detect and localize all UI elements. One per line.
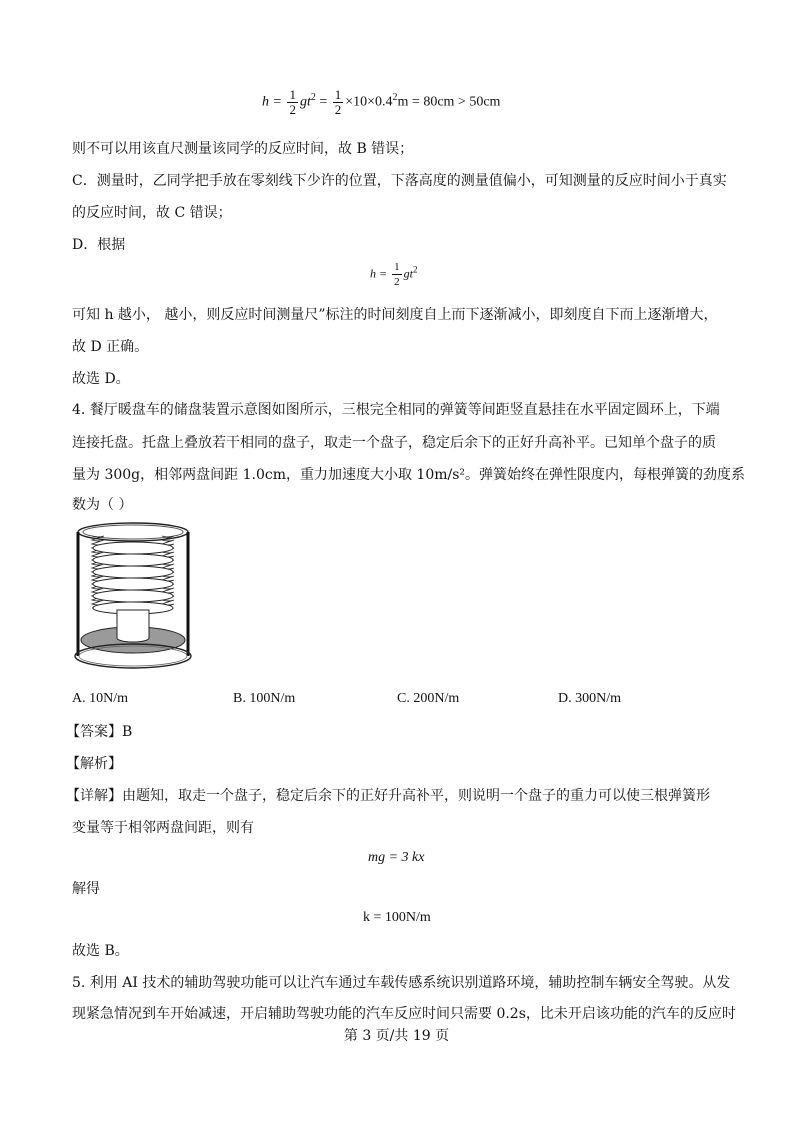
answer-label: 【答案】B	[66, 724, 133, 740]
equation-k: k = 100N/m	[363, 910, 431, 925]
page-footer: 第 3 页/共 19 页	[343, 1028, 450, 1044]
analysis-label: 【解析】	[66, 756, 122, 772]
question-4-line3: 量为 300g，相邻两盘间距 1.0cm，重力加速度大小取 10m/s²。弹簧始终在弹性限度内，每根弹簧的劲度系	[72, 467, 746, 483]
eq-lhs: h =	[262, 94, 282, 110]
paragraph-d-label: D．根据	[72, 237, 126, 253]
solve-label: 解得	[72, 881, 100, 897]
detail-line1: 【详解】由题知，取走一个盘子，稳定后余下的正好升高补平，则说明一个盘子的重力可以使三根弹簧形	[66, 788, 710, 804]
paragraph-c-line2: 的反应时间，故 C 错误；	[72, 205, 232, 221]
question-4-line4: 数为（ ）	[72, 497, 133, 513]
select-b: 故选 B。	[72, 943, 129, 959]
plate-warmer-figure	[70, 518, 196, 678]
paragraph-c-line1: C．测量时，乙同学把手放在零刻线下少许的位置，下落高度的测量值偏小，可知测量的反应时间小于真实	[72, 173, 727, 189]
paragraph-b-wrong: 则不可以用该直尺测量该同学的反应时间，故 B 错误；	[72, 141, 414, 157]
choice-b: B. 100N/m	[233, 691, 296, 706]
detail-line2: 变量等于相邻两盘间距，则有	[72, 820, 254, 836]
choice-a: A. 10N/m	[72, 691, 128, 706]
question-5-line2: 现紧急情况到车开始减速，开启辅助驾驶功能的汽车反应时间只需要 0.2s，比未开启该功能的汽车的反应时	[72, 1006, 736, 1022]
paragraph-d-line3: 故 D 正确。	[72, 339, 149, 355]
question-4-line2: 连接托盘。托盘上叠放若干相同的盘子，取走一个盘子，稳定后余下的正好升高补平。已知单个盘子的质	[72, 435, 716, 451]
select-d: 故选 D。	[72, 371, 130, 387]
paragraph-d-line2: 可知 h 越小， 越小，则反应时间测量尺”标注的时间刻度自上而下逐渐减小，即刻度自下而上逐渐增大，	[72, 307, 718, 323]
fraction-half-2: $\frac{1}{2}$	[334, 87, 342, 117]
fraction-half: $\frac{1}{2}$	[289, 87, 296, 117]
fraction-half-3: $\frac{1}{2}$	[394, 261, 400, 288]
question-4-line1: 4. 餐厅暖盘车的储盘装置示意图如图所示，三根完全相同的弹簧等间距竖直悬挂在水平固定圆环上，下端	[72, 402, 720, 418]
question-5-line1: 5. 利用 AI 技术的辅助驾驶功能可以让汽车通过车载传感系统识别道路环境，辅助控制车辆安全驾驶。从发	[72, 975, 731, 991]
choice-c: C. 200N/m	[397, 691, 460, 706]
choice-d: D. 300N/m	[558, 691, 621, 706]
equation-free-fall: h = $\frac{1}{2}$ $gt^2$ = $\frac{1}{2}$ $\times 10\times 0.4^2m = 80cm > 50cm$	[262, 87, 501, 117]
equation-mg: mg = 3 kx	[368, 850, 425, 865]
equation-h: h = $\frac{1}{2}$ $gt^2$	[370, 261, 418, 288]
